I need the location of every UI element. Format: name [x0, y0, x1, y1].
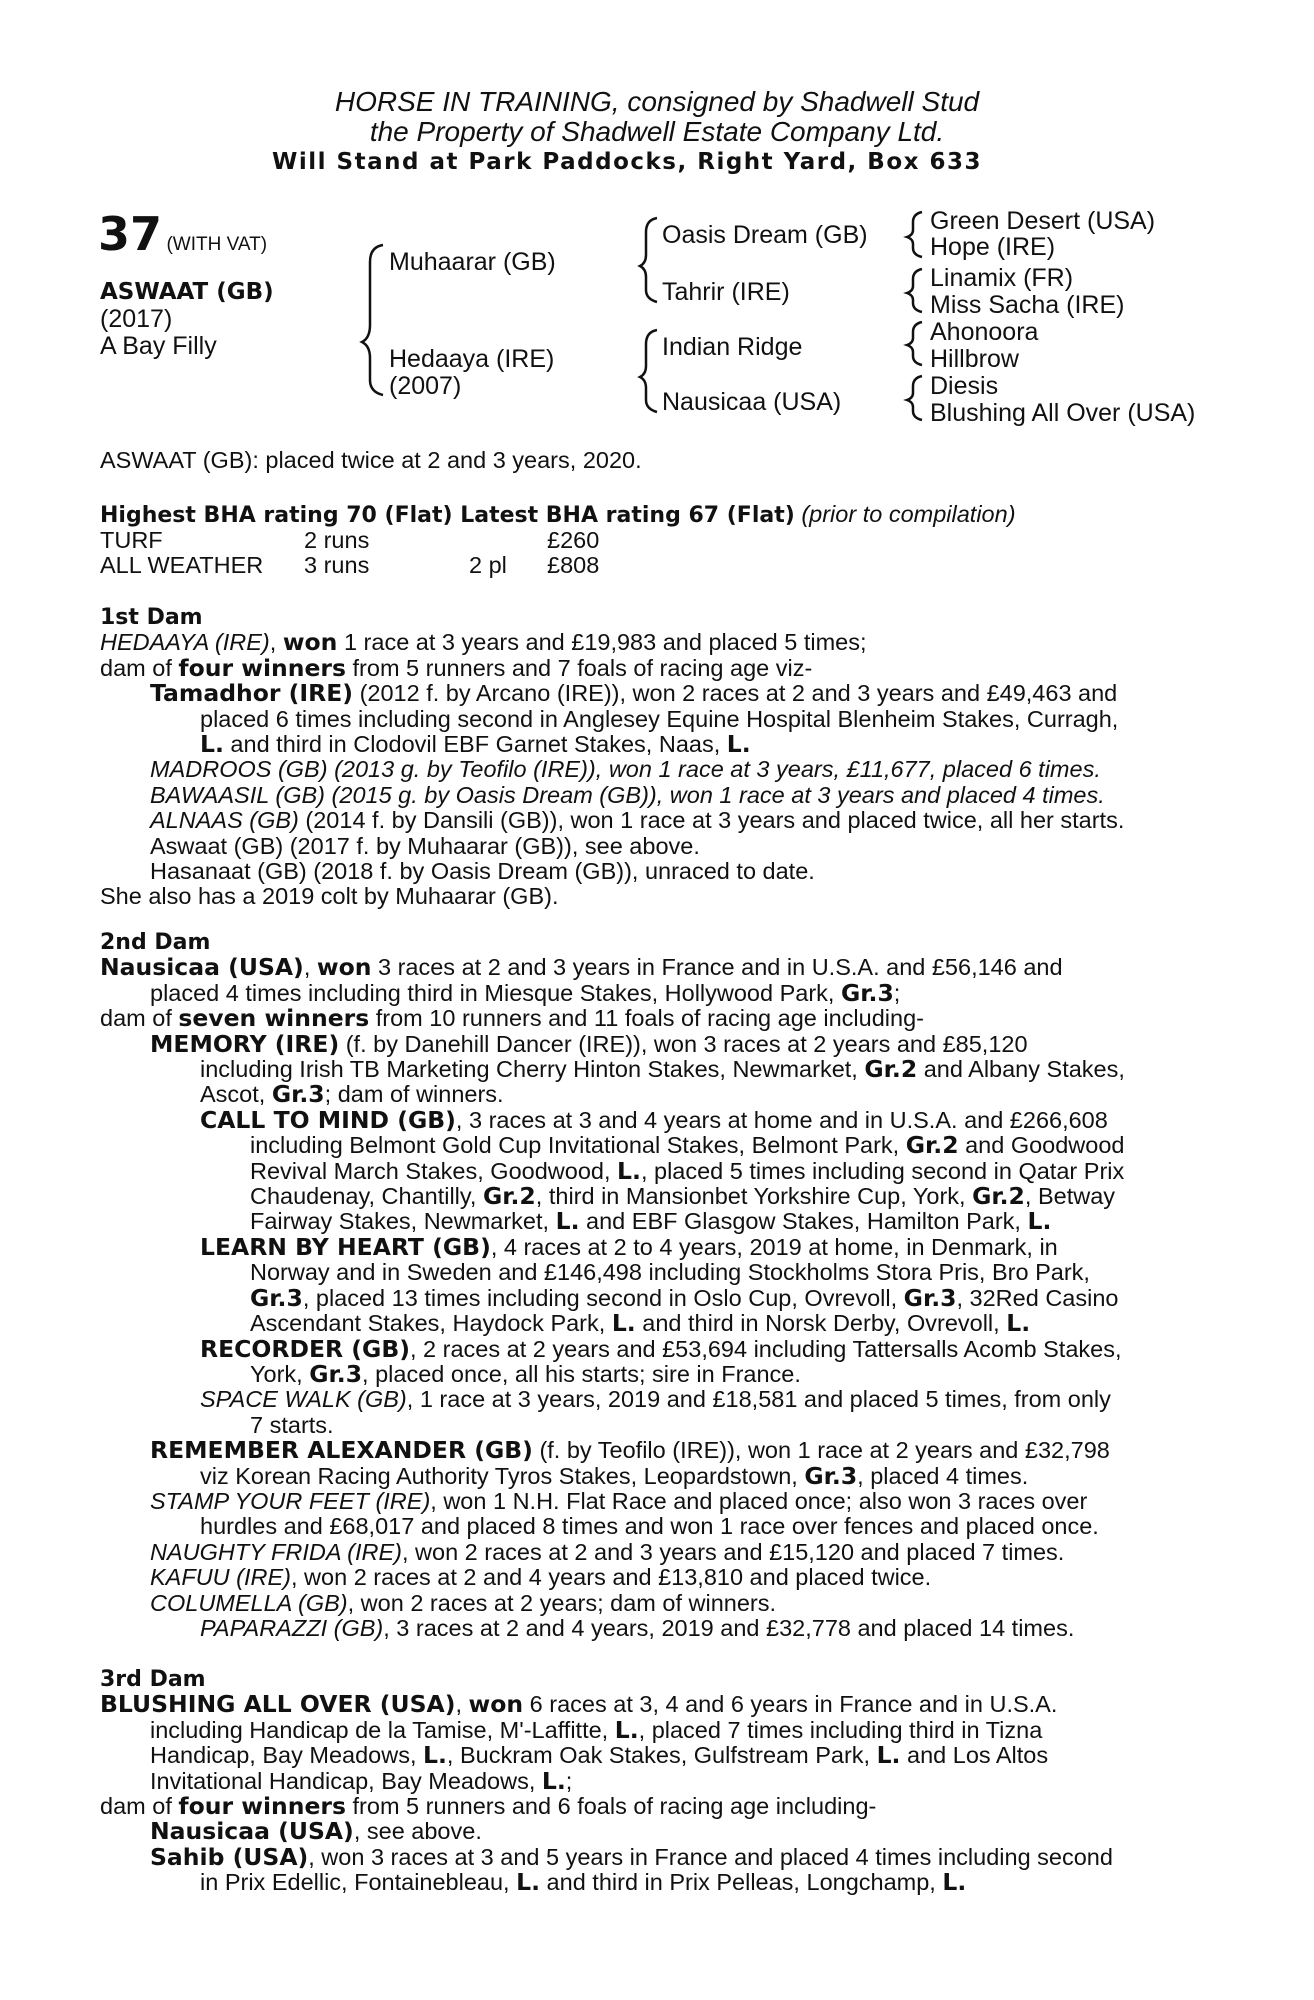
- dam-year: (2007): [389, 372, 462, 400]
- text: (2014 f. by Dansili (GB)), won 1 race at 3 years and placed twice, all her starts.: [298, 807, 1125, 834]
- sire: Muhaarar (GB): [389, 248, 556, 276]
- property-line: the Property of Shadwell Estate Company Ltd.: [369, 116, 945, 147]
- progeny-madroos: [100, 757, 1210, 782]
- ratings-note: (prior to compilation): [801, 501, 1016, 527]
- progeny-name: REMEMBER ALEXANDER (GB): [150, 1436, 533, 1465]
- group-mark: Gr.3: [271, 1080, 325, 1109]
- first-dam-line: [100, 630, 1210, 655]
- text: , 3 races at 2 and 4 years, 2019 and £32,778 and placed 14 times.: [383, 1614, 1075, 1641]
- progeny-name: MADROOS (GB): [150, 756, 328, 783]
- text: from 5 runners and 7 foals of racing age viz-: [346, 654, 813, 681]
- grandprogeny-learn-by-heart: [100, 1232, 1210, 1261]
- dam-name: BLUSHING ALL OVER (USA): [100, 1690, 456, 1719]
- race-summary: ASWAAT (GB): placed twice at 2 and 3 years, 2020.: [100, 447, 642, 473]
- grandprogeny-space-walk: [100, 1387, 1210, 1412]
- text: and Los Altos: [900, 1742, 1049, 1769]
- progeny-columella: [100, 1591, 1210, 1616]
- grandprogeny-recorder: [100, 1334, 1210, 1363]
- text: (2013 g. by Teofilo (IRE)), won 1 race at 3 years, £11,677, placed 6 times.: [327, 756, 1101, 783]
- progeny-name: KAFUU (IRE): [150, 1564, 291, 1591]
- listed-mark: L.: [1006, 1309, 1031, 1338]
- text: , Betway: [1024, 1183, 1116, 1210]
- listed-mark: L.: [516, 1868, 541, 1897]
- second-dam-line-cont: [100, 978, 1210, 1007]
- dam: Hedaaya (IRE): [389, 345, 555, 373]
- gg-3: Linamix (FR): [930, 264, 1074, 292]
- progeny-name: CALL TO MIND (GB): [200, 1105, 456, 1134]
- progeny-name: PAPARAZZI (GB): [200, 1614, 384, 1641]
- text: 1 race at 3 years and £19,983 and placed 5 times;: [337, 629, 867, 656]
- dam-name: Nausicaa (USA): [100, 953, 304, 982]
- winners-count: four winners: [178, 1792, 346, 1821]
- won-label: won: [282, 628, 338, 657]
- grandprogeny-cont: [100, 1156, 1210, 1185]
- grandprogeny-cont: [100, 1311, 1210, 1336]
- progeny-cont: [100, 1461, 1210, 1490]
- vat-note: (WITH VAT): [166, 234, 268, 255]
- gg-8: Blushing All Over (USA): [930, 399, 1196, 427]
- text: Revival March Stakes, Goodwood,: [250, 1157, 618, 1184]
- group-mark: Gr.2: [972, 1182, 1025, 1211]
- text: Ascendant Stakes, Haydock Park,: [250, 1310, 612, 1337]
- text: including Belmont Gold Cup Invitational Stakes, Belmont Park,: [250, 1132, 906, 1159]
- grandprogeny-call-to-mind: [100, 1105, 1210, 1134]
- third-dam-heading: 3rd Dam: [100, 1667, 206, 1692]
- listed-mark: L.: [541, 1766, 566, 1795]
- grandprogeny-cont: [100, 1184, 1210, 1209]
- text: ,: [269, 629, 283, 656]
- first-dam-produce-line: [100, 653, 1210, 682]
- winners-count: seven winners: [178, 1004, 370, 1033]
- first-dam-heading: 1st Dam: [100, 605, 203, 630]
- progeny-name: LEARN BY HEART (GB): [200, 1232, 491, 1261]
- group-mark: Gr.3: [804, 1461, 858, 1490]
- text: , Buckram Oak Stakes, Gulfstream Park,: [446, 1742, 877, 1769]
- aw-prize: £808: [547, 552, 600, 578]
- listed-mark: L.: [200, 730, 224, 759]
- text: York,: [250, 1360, 310, 1387]
- consignor-line: HORSE IN TRAINING, consigned by Shadwell Stud: [334, 86, 980, 117]
- text: including Handicap de la Tamise, M'-Laffitte,: [150, 1716, 615, 1743]
- third-dam-line: [100, 1692, 1210, 1717]
- group-mark: Gr.3: [250, 1283, 303, 1312]
- progeny-stamp-your-feet: [100, 1489, 1210, 1514]
- listed-mark: L.: [611, 1309, 636, 1338]
- text: , 2 races at 2 years and £53,694 including Tattersalls Acomb Stakes,: [410, 1335, 1122, 1362]
- text: Invitational Handicap, Bay Meadows,: [150, 1767, 542, 1794]
- group-mark: Gr.2: [864, 1055, 918, 1084]
- text: including Irish TB Marketing Cherry Hinton Stakes, Newmarket,: [200, 1056, 865, 1083]
- grandprogeny-cont: 7 starts.: [250, 1411, 334, 1438]
- gg-1: Green Desert (USA): [930, 207, 1156, 235]
- progeny-aswaat: Aswaat (GB) (2017 f. by Muhaarar (GB)), see above.: [150, 832, 700, 859]
- gg-4: Miss Sacha (IRE): [930, 291, 1125, 319]
- progeny-name: ALNAAS (GB): [150, 807, 299, 834]
- colt-note: She also has a 2019 colt by Muhaarar (GB).: [100, 883, 559, 910]
- text: (f. by Teofilo (IRE)), won 1 race at 2 years and £32,798: [532, 1437, 1110, 1464]
- progeny-cont: [100, 1870, 1210, 1895]
- aw-label: ALL WEATHER: [100, 552, 264, 578]
- group-mark: Gr.2: [905, 1131, 959, 1160]
- text: ,: [455, 1691, 469, 1718]
- text: , placed once, all his starts; sire in France.: [362, 1360, 801, 1387]
- group-mark: Gr.3: [309, 1359, 363, 1388]
- progeny-name: MEMORY (IRE): [150, 1029, 340, 1058]
- progeny-remember-alexander: [100, 1438, 1210, 1463]
- first-dam-section: [100, 605, 1210, 910]
- lot-number: 37: [98, 207, 163, 261]
- progeny-nausicaa: [100, 1819, 1210, 1844]
- listed-mark: L.: [617, 1156, 641, 1185]
- aw-runs: 3 runs: [304, 552, 370, 578]
- progeny-tamadhor: [100, 681, 1210, 706]
- third-dam-produce-line: [100, 1794, 1210, 1819]
- listed-mark: L.: [555, 1207, 580, 1236]
- progeny-name: Tamadhor (IRE): [150, 679, 354, 708]
- text: , third in Mansionbet Yorkshire Cup, York,: [535, 1183, 973, 1210]
- text: , placed 7 times including third in Tizna: [638, 1716, 1043, 1743]
- horse-name: ASWAAT (GB): [100, 279, 274, 305]
- progeny-tamadhor-cont: [100, 732, 1210, 757]
- grandprogeny-cont: Norway and in Sweden and £146,498 including Stockholms Stora Pris, Bro Park,: [250, 1259, 1090, 1286]
- progeny-memory-cont: [100, 1082, 1210, 1107]
- text: in Prix Edellic, Fontainebleau,: [200, 1869, 517, 1896]
- text: , won 2 races at 2 and 3 years and £15,120 and placed 7 times.: [401, 1538, 1065, 1565]
- dam-dam: Nausicaa (USA): [662, 388, 842, 416]
- ratings-headline: Highest BHA rating 70 (Flat) Latest BHA rating 67 (Flat): [100, 503, 795, 528]
- winners-count: four winners: [178, 653, 346, 682]
- text: viz Korean Racing Authority Tyros Stakes, Leopardstown,: [200, 1462, 805, 1489]
- text: and third in Clodovil EBF Garnet Stakes, Naas,: [223, 731, 727, 758]
- progeny-naughty-frida: [100, 1540, 1210, 1565]
- progeny-sahib: [100, 1842, 1210, 1871]
- progeny-hasanaat: Hasanaat (GB) (2018 f. by Oasis Dream (GB)), unraced to date.: [150, 858, 815, 885]
- text: , placed 13 times including second in Oslo Cup, Ovrevoll,: [302, 1284, 904, 1311]
- third-dam-section: [100, 1667, 1210, 1896]
- progeny-name: Sahib (USA): [150, 1842, 309, 1871]
- gg-7: Diesis: [930, 372, 999, 400]
- text: and third in Norsk Derby, Ovrevoll,: [635, 1310, 1007, 1337]
- text: , 4 races at 2 to 4 years, 2019 at home, in Denmark, in: [490, 1233, 1058, 1260]
- listed-mark: L.: [423, 1741, 447, 1770]
- progeny-name: RECORDER (GB): [200, 1334, 410, 1363]
- text: ; dam of winners.: [324, 1081, 504, 1108]
- stand-line: Will Stand at Park Paddocks, Right Yard, Box 633: [272, 149, 982, 175]
- progeny-name: NAUGHTY FRIDA (IRE): [150, 1538, 402, 1565]
- progeny-name: COLUMELLA (GB): [150, 1589, 348, 1616]
- progeny-name: STAMP YOUR FEET (IRE): [150, 1487, 431, 1514]
- text: from 5 runners and 6 foals of racing age including-: [346, 1793, 877, 1820]
- progeny-bawaasil: [100, 783, 1210, 808]
- grandprogeny-cont: [100, 1283, 1210, 1312]
- group-mark: Gr.3: [903, 1283, 957, 1312]
- aw-placed: 2 pl: [469, 552, 507, 578]
- won-label: won: [468, 1690, 524, 1719]
- text: dam of: [100, 1005, 179, 1032]
- gg-6: Hillbrow: [930, 345, 1019, 373]
- text: 3 races at 2 and 3 years in France and in U.S.A. and £56,146 and: [371, 954, 1063, 981]
- group-mark: Gr.3: [840, 978, 894, 1007]
- text: Handicap, Bay Meadows,: [150, 1742, 424, 1769]
- progeny-memory: [100, 1029, 1210, 1058]
- progeny-name: Nausicaa (USA): [150, 1817, 354, 1846]
- grandprogeny-cont: [100, 1209, 1210, 1234]
- text: , 3 races at 3 and 4 years at home and in U.S.A. and £266,608: [455, 1106, 1108, 1133]
- second-dam-heading: 2nd Dam: [100, 930, 211, 955]
- listed-mark: L.: [876, 1741, 901, 1770]
- progeny-name: BAWAASIL (GB): [150, 781, 326, 808]
- progeny-tamadhor-cont: placed 6 times including second in Anglesey Equine Hospital Blenheim Stakes, Curragh,: [200, 705, 1119, 732]
- text: (2012 f. by Arcano (IRE)), won 2 races at 2 and 3 years and £49,463 and: [353, 680, 1118, 707]
- text: , 1 race at 3 years, 2019 and £18,581 and placed 5 times, from only: [406, 1386, 1111, 1413]
- text: Fairway Stakes, Newmarket,: [250, 1208, 556, 1235]
- dam-name: HEDAAYA (IRE): [100, 629, 270, 656]
- text: , placed 5 times including second in Qatar Prix: [640, 1157, 1125, 1184]
- listed-mark: L.: [1027, 1207, 1052, 1236]
- text: Ascot,: [200, 1081, 272, 1108]
- sire-dam: Tahrir (IRE): [662, 278, 790, 306]
- group-mark: Gr.2: [482, 1182, 536, 1211]
- text: , won 3 races at 3 and 5 years in France and placed 4 times including second: [308, 1843, 1113, 1870]
- grandprogeny-cont: [100, 1133, 1210, 1158]
- dam-sire: Indian Ridge: [662, 333, 803, 361]
- text: 6 races at 3, 4 and 6 years in France and in U.S.A.: [523, 1691, 1058, 1718]
- text: (f. by Danehill Dancer (IRE)), won 3 races at 2 years and £85,120: [339, 1030, 1028, 1057]
- listed-mark: L.: [614, 1715, 639, 1744]
- ratings-line: [100, 502, 1016, 528]
- turf-label: TURF: [100, 527, 163, 553]
- gg-5: Ahonoora: [930, 318, 1039, 346]
- turf-prize: £260: [547, 527, 600, 553]
- third-dam-cont: [100, 1743, 1210, 1768]
- text: and third in Prix Pelleas, Longchamp,: [540, 1869, 943, 1896]
- third-dam-cont: [100, 1766, 1210, 1795]
- text: , 32Red Casino: [956, 1284, 1119, 1311]
- text: ;: [893, 979, 901, 1006]
- text: ,: [303, 954, 317, 981]
- text: , won 1 N.H. Flat Race and placed once; also won 3 races over: [430, 1487, 1088, 1514]
- text: , won 2 races at 2 years; dam of winners.: [347, 1589, 777, 1616]
- grandprogeny-paparazzi: [100, 1616, 1210, 1641]
- text: , placed 4 times.: [857, 1462, 1029, 1489]
- third-dam-cont: [100, 1715, 1210, 1744]
- text: from 10 runners and 11 foals of racing age including-: [369, 1005, 924, 1032]
- listed-mark: L.: [726, 730, 751, 759]
- text: and Goodwood: [958, 1132, 1125, 1159]
- gg-2: Hope (IRE): [930, 233, 1056, 261]
- text: , won 2 races at 2 and 4 years and £13,810 and placed twice.: [291, 1564, 932, 1591]
- progeny-kafuu: [100, 1565, 1210, 1590]
- text: dam of: [100, 654, 179, 681]
- progeny-alnaas: [100, 808, 1210, 833]
- text: Chaudenay, Chantilly,: [250, 1183, 483, 1210]
- listed-mark: L.: [942, 1868, 967, 1897]
- text: and Albany Stakes,: [917, 1056, 1125, 1083]
- grandprogeny-cont: [100, 1359, 1210, 1388]
- progeny-cont: hurdles and £68,017 and placed 8 times and won 1 race over fences and placed once.: [200, 1513, 1099, 1540]
- text: , see above.: [353, 1818, 482, 1845]
- progeny-memory-cont: [100, 1057, 1210, 1082]
- second-dam-section: [100, 930, 1210, 1641]
- turf-runs: 2 runs: [304, 527, 370, 553]
- text: and EBF Glasgow Stakes, Hamilton Park,: [579, 1208, 1028, 1235]
- second-dam-line: [100, 955, 1210, 980]
- horse-year: (2017): [100, 305, 173, 333]
- text: dam of: [100, 1793, 179, 1820]
- progeny-name: SPACE WALK (GB): [200, 1386, 407, 1413]
- horse-description: A Bay Filly: [100, 332, 217, 360]
- sire-sire: Oasis Dream (GB): [662, 221, 868, 249]
- text: placed 4 times including third in Miesque Stakes, Hollywood Park,: [150, 979, 841, 1006]
- won-label: won: [316, 953, 372, 982]
- text: (2015 g. by Oasis Dream (GB)), won 1 race at 3 years and placed 4 times.: [325, 781, 1105, 808]
- second-dam-produce-line: [100, 1006, 1210, 1031]
- text: ;: [565, 1767, 573, 1794]
